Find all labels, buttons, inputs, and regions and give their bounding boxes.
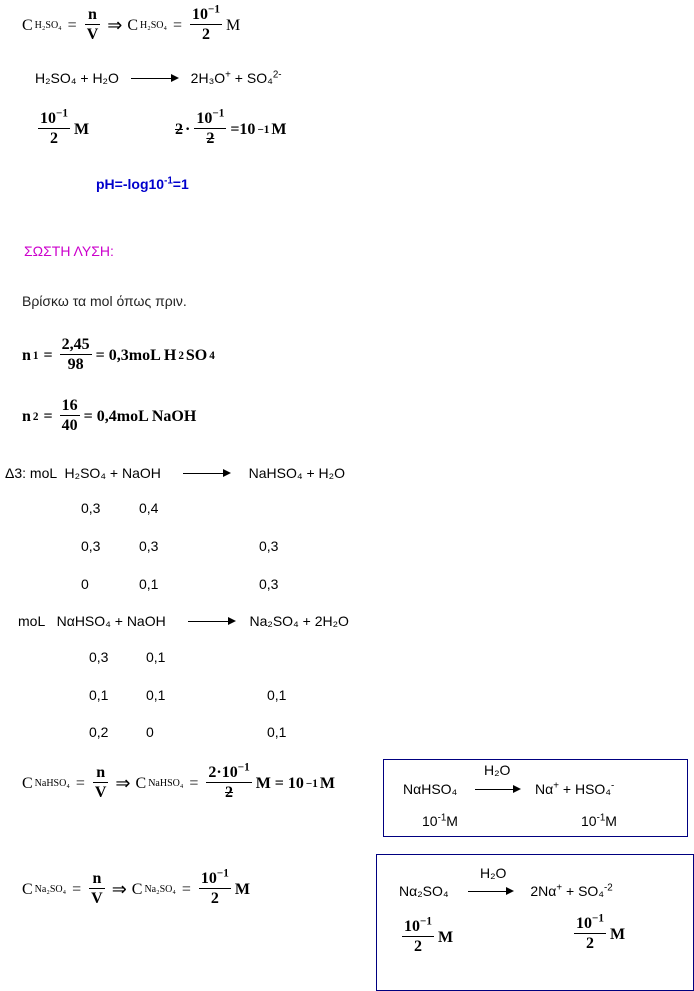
exponent: −1 — [208, 3, 220, 16]
base: 10 — [422, 813, 438, 829]
implies-icon: ⇒ — [115, 773, 131, 794]
box2-reactant: Nα₂SO₄ — [399, 883, 449, 899]
step4-r3c1: 0,2 — [89, 724, 109, 740]
denominator: V — [91, 890, 103, 907]
box1-reactant: NαHSO₄ — [403, 781, 458, 797]
arrow-icon — [131, 74, 179, 84]
box1-water — [484, 762, 510, 778]
denominator: V — [94, 784, 107, 801]
c-symbol: C — [22, 16, 33, 34]
step4-r2c2: 0,1 — [146, 687, 166, 703]
product-h3o: 2H₃O — [190, 70, 226, 86]
step3-r2c2: 0,3 — [139, 538, 159, 554]
step3-r2c1: 0,3 — [81, 538, 101, 554]
exponent: -1 — [596, 812, 606, 824]
so: SO — [185, 346, 208, 364]
conc-left — [36, 107, 90, 149]
unit: M — [226, 16, 241, 34]
box2-conc-left — [400, 915, 454, 957]
arrow-icon — [475, 785, 521, 795]
numerator: 2,45 — [61, 336, 90, 353]
step4-r2c3: 0,1 — [267, 687, 287, 703]
charge-plus: + — [556, 882, 563, 894]
exponent: −1 — [56, 107, 68, 120]
base: 10 — [581, 813, 597, 829]
unit: M — [73, 120, 90, 138]
box2-water — [480, 865, 506, 881]
unit: M — [271, 120, 287, 138]
step3-reactants: H₂SO₄ + NaOH — [64, 465, 161, 481]
base: 10 — [40, 110, 56, 127]
box2-conc-right — [572, 912, 626, 954]
cancelled-two: 2 — [175, 120, 183, 138]
implies-icon: ⇒ — [107, 15, 123, 36]
exponent: −1 — [216, 867, 229, 880]
step3-r1c2: 0,4 — [139, 500, 159, 516]
c-symbol: C — [22, 774, 33, 792]
equals-sign: = — [67, 16, 77, 34]
step3-prefix: Δ3: moL — [5, 465, 57, 481]
denominator: V — [86, 26, 99, 43]
numerator: n — [89, 870, 105, 889]
numerator: n — [85, 6, 101, 25]
step3-r3c3: 0,3 — [259, 576, 279, 592]
charge-2minus: -2 — [604, 882, 613, 894]
n2-result: = 0,4moL NaOH — [83, 407, 197, 425]
c-symbol: C — [135, 774, 147, 792]
numerator: 16 — [61, 397, 78, 414]
solution-heading: ΣΩΣΤΗ ΛΥΣΗ: — [24, 243, 114, 259]
water-label: H₂O — [484, 762, 511, 778]
arrow-icon — [188, 617, 236, 627]
step4-r1c1: 0,3 — [89, 649, 109, 665]
denominator: 2 — [206, 130, 215, 147]
arrow-icon — [468, 887, 514, 897]
box2-na: 2Nα — [530, 883, 557, 899]
c-na2so4-formula: C Na₂SO₄ = $\frac{n}{V}$ ⇒ C Na₂SO₄ = $\frac{10^{-1}}{2}$ M — [22, 867, 250, 907]
ph-prefix: pH=-log10 — [96, 176, 165, 192]
exponent: −1 — [420, 915, 432, 928]
reactants: H₂SO₄ + H₂O — [35, 70, 119, 86]
step3-r2c3: 0,3 — [259, 538, 279, 554]
n1-formula: n 1 = $\frac{2,45}{98}$ = 0,3moL H 2 SO 4 — [22, 336, 215, 373]
step4-reaction — [18, 613, 349, 629]
intro-text: Βρίσκω τα mol όπως πριν. — [22, 293, 187, 309]
unit: M — [609, 925, 626, 943]
step3-r3c2: 0,1 — [139, 576, 159, 592]
c-symbol: C — [22, 880, 33, 898]
n-symbol: n — [22, 346, 31, 364]
water-label: H₂O — [480, 865, 507, 881]
base: 10 — [404, 918, 420, 935]
exponent: −1 — [592, 912, 604, 925]
charge-2minus: 2- — [272, 69, 282, 81]
unit: M — [319, 774, 335, 792]
denominator: 2 — [202, 26, 211, 43]
box1-hso4: + HSO₄ — [559, 781, 612, 797]
ph-result — [96, 176, 189, 192]
step3-products: NaHSO₄ + H₂O — [248, 465, 345, 481]
unit: M — [605, 813, 617, 829]
numerator: n — [93, 764, 109, 783]
charge-minus: - — [611, 780, 615, 792]
n-symbol: n — [22, 407, 31, 425]
denominator: 2 — [585, 935, 594, 952]
base: 10 — [200, 870, 217, 887]
base: 10 — [196, 110, 213, 127]
step4-reactants: NαHSO₄ + NaOH — [56, 613, 166, 629]
step3-reaction — [5, 465, 345, 481]
exponent: -1 — [437, 812, 447, 824]
exponent: −1 — [212, 107, 225, 120]
unit: M — [437, 928, 454, 946]
box1-conc-right — [581, 813, 617, 829]
ph-value: =1 — [172, 176, 189, 192]
box1-conc-left — [422, 813, 458, 829]
c-h2so4-formula: C H₂SO₄ = $\frac{n}{V}$ ⇒ C H₂SO₄ = $\frac{10^{-1}}{2}$ M — [22, 3, 241, 43]
denominator: 2 — [210, 890, 219, 907]
denominator: 2 — [49, 130, 58, 147]
equals-sign: = — [173, 16, 183, 34]
step4-prefix: moL — [18, 613, 45, 629]
denominator: 2 — [225, 784, 234, 801]
result-base: =10 — [230, 120, 256, 138]
step4-r3c2: 0 — [146, 724, 154, 740]
result-base: M = 10 — [255, 774, 304, 792]
conc-right: 2 · $\frac{10^{-1}}{2}$ =10 −1 M — [175, 107, 287, 147]
step4-r3c3: 0,1 — [267, 724, 287, 740]
n2-formula: n 2 = $\frac{16}{40}$ = 0,4moL NaOH — [22, 397, 197, 434]
box1-na: Nα — [535, 781, 554, 797]
unit: M — [446, 813, 458, 829]
c-symbol: C — [131, 880, 143, 898]
unit: M — [234, 880, 250, 898]
box1-reaction — [403, 781, 614, 797]
c-nahso4-formula: C NaHSO₄ = $\frac{n}{V}$ ⇒ C NaHSO₄ = $\frac{2\cdot 10^{-1}}{2}$ M = 10 −1 M — [22, 761, 335, 801]
step4-products: Na₂SO₄ + 2H₂O — [249, 613, 349, 629]
conc-fraction — [190, 3, 222, 45]
step3-r3c1: 0 — [81, 576, 89, 592]
base: 10 — [576, 915, 592, 932]
step3-r1c1: 0,3 — [81, 500, 101, 516]
step4-r1c2: 0,1 — [146, 649, 166, 665]
exponent: −1 — [237, 761, 250, 774]
n-over-v — [85, 6, 101, 45]
product-so4: + SO₄ — [230, 70, 273, 86]
charge-plus: + — [553, 780, 559, 792]
dot: · — [185, 120, 191, 138]
numerator-base: 2·10 — [208, 764, 238, 781]
charge-plus: + — [225, 69, 231, 81]
ph-exponent: -1 — [164, 175, 173, 187]
box2-so4: + SO₄ — [562, 883, 605, 899]
n1-result: = 0,3moL H — [95, 346, 177, 364]
c-symbol: C — [127, 16, 139, 34]
box2-reaction — [399, 883, 613, 899]
denominator: 40 — [61, 417, 78, 434]
arrow-icon — [183, 469, 231, 479]
denominator: 98 — [67, 356, 84, 373]
implies-icon: ⇒ — [111, 879, 127, 900]
step4-r2c1: 0,1 — [89, 687, 109, 703]
base: 10 — [192, 6, 209, 23]
reaction-dissociation — [35, 70, 282, 86]
denominator: 2 — [413, 938, 422, 955]
